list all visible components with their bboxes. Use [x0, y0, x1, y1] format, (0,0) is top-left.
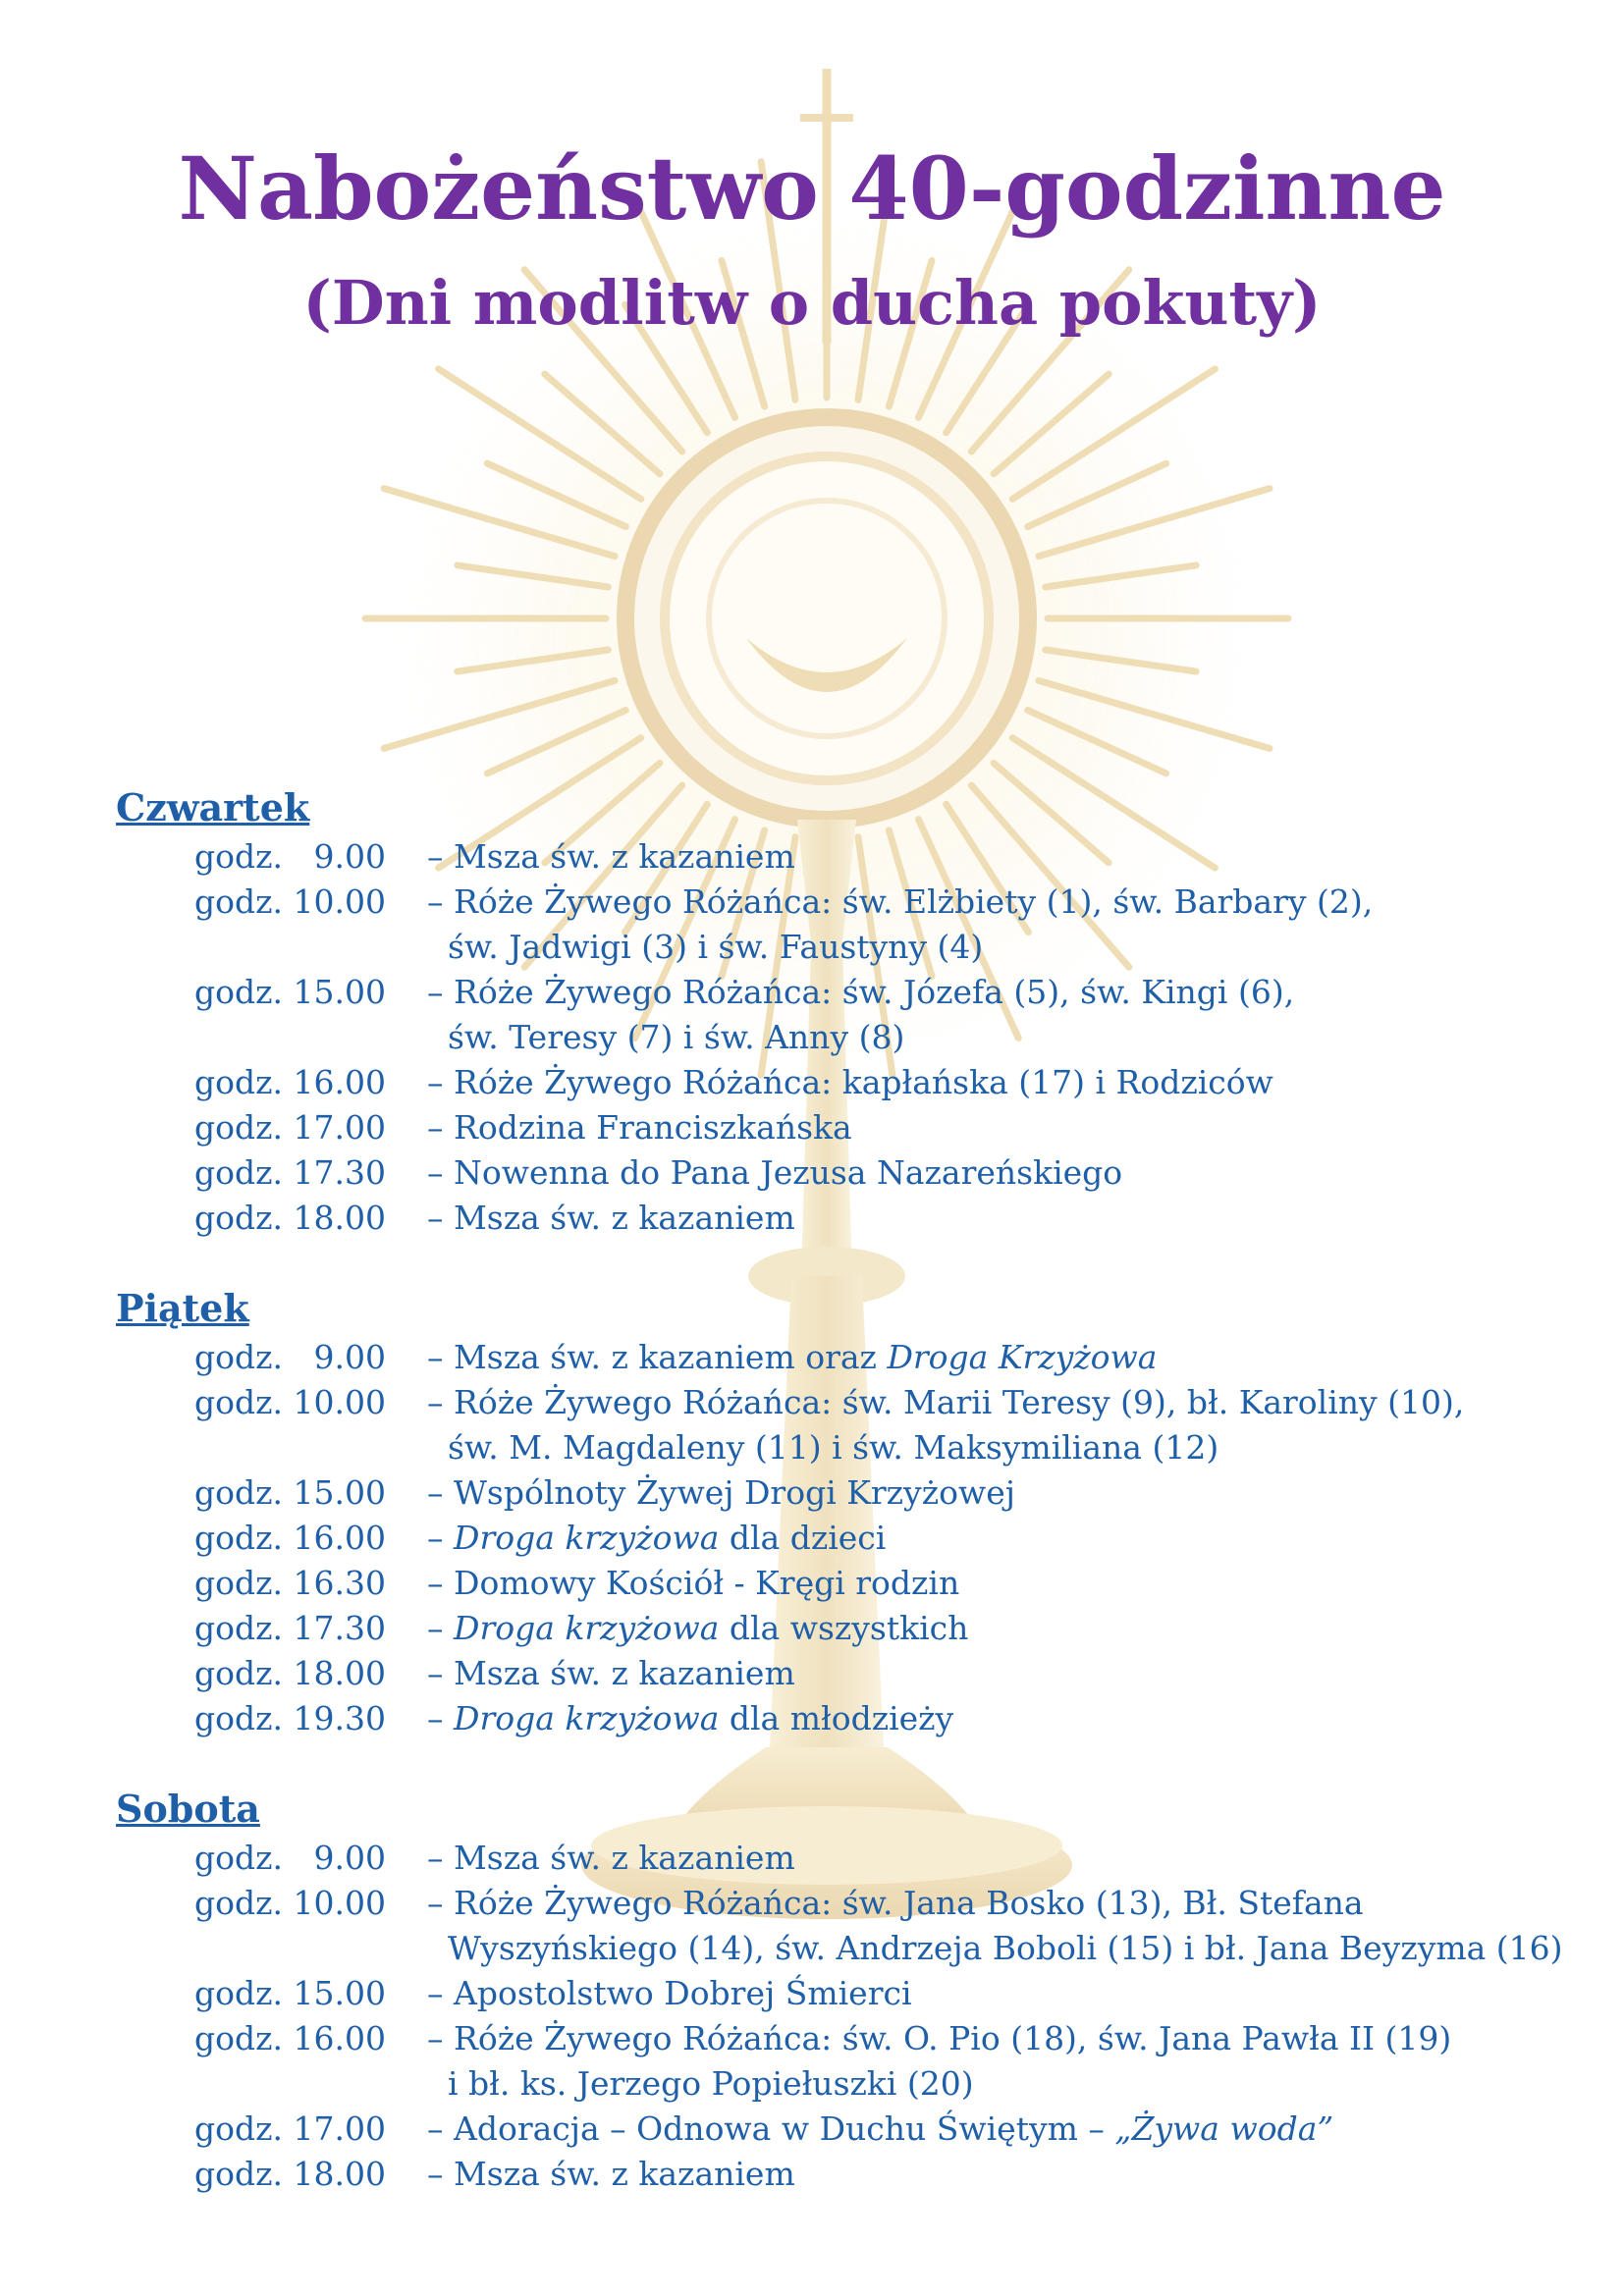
description-text: św. Jadwigi (3) i św. Faustyny (4) [427, 928, 984, 966]
schedule-description [427, 1473, 1015, 1512]
schedule-description [427, 882, 1373, 921]
description-text: – Msza św. z kazaniem [427, 1654, 795, 1692]
schedule-time: godz. 15.00 [194, 973, 386, 1011]
description-text: – Msza św. z kazaniem [427, 1199, 795, 1237]
schedule-time: godz. 10.00 [194, 1884, 386, 1922]
schedule-description [427, 1383, 1464, 1421]
description-text: Wyszyńskiego (14), św. Andrzeja Boboli (15) i bł. Jana Beyzyma (16) [427, 1929, 1563, 1967]
schedule-description [427, 837, 795, 876]
schedule-description [427, 1974, 912, 2012]
description-text: – [427, 1609, 454, 1647]
schedule-description [427, 1699, 953, 1737]
schedule-time: godz. 18.00 [194, 1199, 386, 1237]
day-heading: Czwartek [116, 785, 310, 829]
description-text: – [427, 1699, 454, 1737]
description-text: – Msza św. z kazaniem [427, 2155, 795, 2193]
schedule-description [427, 1609, 968, 1647]
schedule-description [427, 1519, 886, 1557]
schedule-time: godz. 16.00 [194, 1063, 386, 1101]
description-text: dla wszystkich [719, 1609, 969, 1647]
description-text: – Domowy Kościół - Kręgi rodzin [427, 1564, 960, 1602]
day-heading: Sobota [116, 1787, 260, 1831]
schedule-description [427, 1063, 1273, 1101]
schedule-description [427, 1929, 1563, 1967]
schedule-time: godz. 17.00 [194, 2109, 386, 2148]
schedule-description [427, 1199, 795, 1237]
description-text: – Róże Żywego Różańca: św. Jana Bosko (13), Bł. Stefana [427, 1884, 1364, 1922]
schedule-description [427, 2109, 1333, 2148]
description-text: – Msza św. z kazaniem [427, 1839, 795, 1877]
emphasized-text: „Żywa woda” [1114, 2109, 1334, 2148]
description-text: i bł. ks. Jerzego Popiełuszki (20) [427, 2064, 974, 2103]
schedule-time: godz. 18.00 [194, 1654, 386, 1692]
schedule-description [427, 928, 983, 966]
description-text: św. M. Magdaleny (11) i św. Maksymiliana (12) [427, 1428, 1219, 1467]
description-text: – Róże Żywego Różańca: św. Marii Teresy (9), bł. Karoliny (10), [427, 1383, 1465, 1421]
page-title: Nabożeństwo 40-godzinne [178, 137, 1446, 240]
description-text: – Róże Żywego Różańca: św. Józefa (5), św. Kingi (6), [427, 973, 1295, 1011]
schedule-time: godz. 15.00 [194, 1974, 386, 2012]
schedule-time: godz. 15.00 [194, 1473, 386, 1512]
description-text: – Adoracja – Odnowa w Duchu Świętym – [427, 2109, 1115, 2148]
schedule-time: godz. 16.00 [194, 1519, 386, 1557]
schedule-time: godz. 10.00 [194, 882, 386, 921]
description-text: dla młodzieży [719, 1699, 954, 1737]
schedule-time: godz. 16.30 [194, 1564, 386, 1602]
schedule-description [427, 1153, 1122, 1192]
schedule-description [427, 1884, 1364, 1922]
emphasized-text: Droga krzyżowa [454, 1699, 720, 1737]
page-subtitle: (Dni modlitw o ducha pokuty) [302, 267, 1322, 339]
description-text: – Msza św. z kazaniem [427, 837, 795, 876]
schedule-description [427, 1839, 795, 1877]
schedule-time: godz. 10.00 [194, 1383, 386, 1421]
description-text: – Rodzina Franciszkańska [427, 1108, 852, 1147]
schedule-description [427, 973, 1294, 1011]
description-text: – [427, 1519, 454, 1557]
schedule-description [427, 1018, 904, 1056]
schedule-time: godz. 9.00 [194, 1839, 386, 1877]
schedule-time: godz. 16.00 [194, 2019, 386, 2057]
schedule-description [427, 1654, 795, 1692]
schedule-description [427, 1338, 1157, 1376]
schedule-description [427, 2064, 974, 2103]
schedule-description [427, 2155, 795, 2193]
schedule-time: godz. 9.00 [194, 1338, 386, 1376]
schedule-time: godz. 17.30 [194, 1609, 386, 1647]
schedule-description [427, 1108, 852, 1147]
description-text: – Róże Żywego Różańca: św. O. Pio (18), św. Jana Pawła II (19) [427, 2019, 1452, 2057]
schedule-description [427, 1564, 959, 1602]
schedule-description [427, 1428, 1218, 1467]
schedule-time: godz. 19.30 [194, 1699, 386, 1737]
schedule-time: godz. 17.00 [194, 1108, 386, 1147]
description-text: – Róże Żywego Różańca: św. Elżbiety (1), św. Barbary (2), [427, 882, 1374, 921]
description-text: – Nowenna do Pana Jezusa Nazareńskiego [427, 1153, 1123, 1192]
emphasized-text: Droga Krzyżowa [887, 1338, 1158, 1376]
description-text: – Apostolstwo Dobrej Śmierci [427, 1974, 912, 2012]
description-text: – Wspólnoty Żywej Drogi Krzyżowej [427, 1473, 1015, 1512]
day-heading: Piątek [116, 1286, 249, 1330]
schedule-time: godz. 9.00 [194, 837, 386, 876]
description-text: – Róże Żywego Różańca: kapłańska (17) i Rodziców [427, 1063, 1273, 1101]
description-text: dla dzieci [719, 1519, 887, 1557]
emphasized-text: Droga krzyżowa [454, 1609, 720, 1647]
schedule-time: godz. 17.30 [194, 1153, 386, 1192]
schedule-time: godz. 18.00 [194, 2155, 386, 2193]
description-text: św. Teresy (7) i św. Anny (8) [427, 1018, 905, 1056]
description-text: – Msza św. z kazaniem oraz [427, 1338, 888, 1376]
schedule-description [427, 2019, 1451, 2057]
emphasized-text: Droga krzyżowa [454, 1519, 720, 1557]
